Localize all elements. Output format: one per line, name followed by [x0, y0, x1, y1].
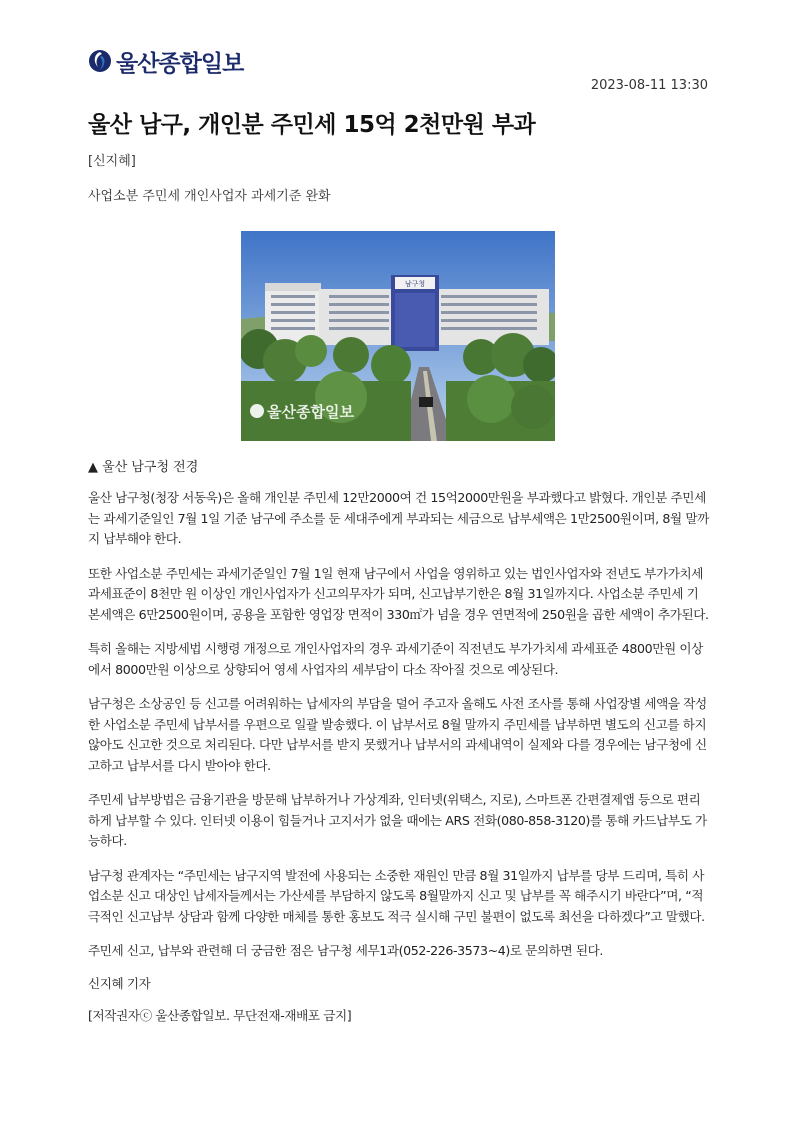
- article-paragraph: 또한 사업소분 주민세는 과세기준일인 7월 1일 현재 남구에서 사업을 영위하고 있는 법인사업자와 전년도 부가가치세 과세표준이 8천만 원 이상인 개인사업자가 신고의무자가 되며, 신고납부기한은 8월 31일까지다. 사업소분 주민세 기본세액은 6만2500원이며, 공용을 포함한 영업장 면적이 330㎡가 넘을 경우 연면적에 250원을 곱한 세액이 추가된다.: [88, 565, 709, 622]
- site-logo-text: 울산종합일보: [116, 50, 244, 77]
- article-subtitle: 사업소분 주민세 개인사업자 과세기준 완화: [88, 189, 331, 204]
- article-datetime: 2023-08-11 13:30: [590, 78, 708, 93]
- article-body: [88, 488, 710, 1041]
- building-sign-text: 남구청: [404, 280, 426, 288]
- article-paragraph: 주민세 신고, 납부와 관련해 더 궁금한 점은 남구청 세무1과(052-226-3573~4)로 문의하면 된다.: [88, 943, 604, 958]
- article-paragraph: 남구청 관계자는 “주민세는 남구지역 발전에 사용되는 소중한 재원인 만큼 8월 31일까지 납부를 당부 드리며, 특히 사업소분 신고 대상인 납세자들께서는 가산세를 부담하지 않도록 8월말까지 신고 및 납부를 꼭 해주시기 바란다”며, “적극적인 신고납부 상담과 함께 다양한 매체를 통한 홍보도 적극 실시해 구민 불편이 없도록 최선을 다하겠다”고 말했다.: [88, 867, 705, 924]
- site-logo[interactable]: [88, 44, 243, 78]
- building-photo: [241, 231, 555, 441]
- article-byline: [신지혜]: [88, 154, 136, 169]
- copyright-notice: [저작권자ⓒ 울산종합일보. 무단전재-재배포 금지]: [88, 1008, 352, 1023]
- article-paragraph: 울산 남구청(청장 서동욱)은 올해 개인분 주민세 12만2000여 건 15억2000만원을 부과했다고 밝혔다. 개인분 주민세는 과세기준일인 7월 1일 기준 남구에 주소를 둔 세대주에게 부과되는 세금으로 납부세액은 1만2500원이며, 8월 말까지 납부해야 한다.: [88, 490, 709, 546]
- photo-caption: ▲ 울산 남구청 전경: [88, 460, 199, 475]
- watermark-logo-icon: [250, 404, 264, 418]
- article-photo: [241, 231, 555, 441]
- article-paragraph: 남구청은 소상공인 등 신고를 어려워하는 납세자의 부담을 덜어 주고자 올해도 사전 조사를 통해 사업장별 세액을 작성한 사업소분 주민세 납부서를 우편으로 일괄 발송했다. 이 납부서로 8월 말까지 주민세를 납부하면 별도의 신고를 하지 않아도 신고한 것으로 처리된다. 다만 납부서를 받지 못했거나 납부서의 과세내역이 실제와 다를 경우에는 남구청에 신고하고 납부서를 다시 받아야 한다.: [88, 696, 707, 773]
- photo-watermark: 울산종합일보: [267, 403, 354, 421]
- brand-logo-icon: [88, 48, 112, 74]
- article-title: 울산 남구, 개인분 주민세 15억 2천만원 부과: [88, 112, 536, 138]
- reporter-name: 신지혜 기자: [88, 975, 151, 991]
- article-paragraph: 특히 올해는 지방세법 시행령 개정으로 개인사업자의 경우 과세기준이 직전년도 부가가치세 과세표준 4800만원 이상에서 8000만원 이상으로 상향되어 영세 사업자의 세부담이 다소 작아질 것으로 예상된다.: [88, 641, 703, 677]
- article-paragraph: 주민세 납부방법은 금융기관을 방문해 납부하거나 가상계좌, 인터넷(위택스, 지로), 스마트폰 간편결제앱 등으로 편리하게 납부할 수 있다. 인터넷 이용이 힘들거나 고지서가 없을 때에는 ARS 전화(080-858-3120)를 통해 카드납부도 가능하다.: [88, 792, 707, 848]
